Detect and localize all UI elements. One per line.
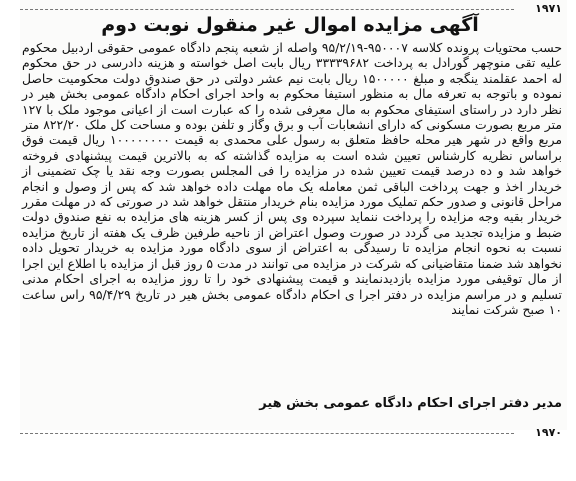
notice-signature: مدیر دفتر اجرای احکام دادگاه عمومی بخش هیر — [259, 396, 562, 411]
divider-bottom — [20, 433, 514, 434]
notice-title: آگهی مزایده اموال غیر منقول نوبت دوم — [101, 14, 479, 36]
divider-top — [20, 9, 514, 10]
notice-body: حسب محتویات پرونده کلاسه ۹۵۰۰۰۷-۹۵/۲/۱۹ واصله از شعبه پنجم دادگاه عمومی حقوقی اردبیل محکوم علیه تقی منوچهر گورادل به پرداخت ۳۳۳۳۹۶۸۲ ریال بابت اصل خواسته و هزینه دادرسی در حق محکوم له احمد عقلمند ینگجه و مبلغ ۱۵۰۰۰۰۰ ریال بابت نیم عشر دولتی در حق صندوق دولت محکومیت حاصل نموده و باتوجه به تعرفه مال به منظور استیفا محکوم به واحد اجرای احکام دادگاه عمومی بخش هیر در نظر دارد در راستای استیفای محکوم به مال معرفی شده را که عبارت است از اعیانی موجود ملک با ۱۲۷ متر مربع بصورت مسکونی که دارای انشعابات آب و برق وگاز و تلفن بوده و مساحت کل ملک ۸۲۲/۲۰ متر مربع واقع در شهر هیر محله حافظ متعلق به رسول علی محمدی به قیمت ۱۰۰۰۰۰۰۰۰ ریال قیمت فوق براساس نظریه کارشناس تعیین شده است به مزایده گذاشته که به بالاترین قیمت پیشنهادی فروخته خواهد شد و ده درصد قیمت تعیین شده در مزایده را فی المجلس بصورت وجه نقد یا چک تضمینی از خریدار اخذ و جهت پرداخت الباقی ثمن معامله یک ماه مهلت داده خواهد شد که پس از وصول و انجام مراحل قانونی و صدور حکم تملیک مورد مزایده بنام خریدار منتقل خواهد شد در صورتی که در مهلت مقرر خریدار بقیه وجه مزایده را پرداخت ننماید سپرده وی پس از کسر هزینه های مزایده به نفع صندوق دولت ضبط و مزایده تجدید می گردد در صورت وصول اعتراض از ناحیه طرفین ظرف یک هفته از تاریخ مزایده نسبت به نحوه انجام مزایده تا رسیدگی به اعتراض از سوی دادگاه مورد مزایده به خریدار تحویل داده نخواهد شد ضمنا متقاضیانی که شرکت در مزایده می توانند در مدت ۵ روز قبل از مزایده با اطلاع این اجرا از مال توقیفی مورد مزایده بازدیدنمایند و قیمت پیشنهادی خود را تا روز مزایده به اجرای احکام مدنی تسلیم و در مراسم مزایده در دفتر اجرا ی احکام دادگاه عمومی بخش هیر در تاریخ ۹۵/۴/۲۹ راس ساعت ۱۰ صبح شرکت نمایند — [22, 40, 563, 317]
reference-number-bottom: ۱۹۷۰ — [535, 426, 562, 439]
reference-number-top: ۱۹۷۱ — [535, 2, 562, 15]
